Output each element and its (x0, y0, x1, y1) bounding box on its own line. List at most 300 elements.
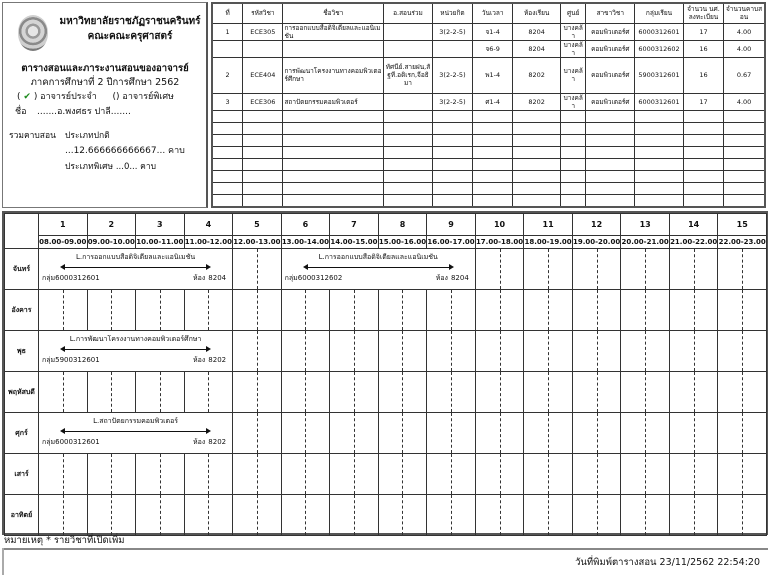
class-session-block[interactable] (281, 249, 475, 290)
col-header-name: ชื่อวิชา (283, 3, 384, 23)
credits: 3(2-2-5) (432, 23, 472, 40)
period-number: 8 (378, 214, 427, 236)
empty-hour-cell[interactable] (669, 495, 718, 536)
room-number: 8202 (208, 356, 227, 364)
empty-cell (212, 171, 243, 183)
empty-cell (635, 159, 684, 171)
empty-cell (473, 195, 513, 207)
class-session-block[interactable] (39, 413, 233, 454)
co-teacher (384, 93, 433, 110)
period-number: 3 (136, 214, 185, 236)
room-label: ห้อง (193, 274, 206, 282)
empty-cell (212, 122, 243, 134)
empty-hour-cell[interactable] (378, 413, 427, 454)
empty-course-row (212, 135, 765, 147)
empty-hour-cell[interactable] (572, 249, 621, 290)
empty-hour-cell[interactable] (621, 372, 670, 413)
empty-hour-cell[interactable] (87, 290, 136, 331)
col-header-co-teacher: อ.สอนร่วม (384, 3, 433, 23)
empty-hour-cell[interactable] (524, 331, 573, 372)
empty-hour-cell[interactable] (669, 331, 718, 372)
empty-cell (283, 183, 384, 195)
major: คอมพิวเตอร์ศ (586, 93, 635, 110)
empty-cell (513, 122, 561, 134)
class-session-block[interactable] (39, 249, 233, 290)
empty-hour-cell[interactable] (281, 413, 330, 454)
period-time: 17.00-18.00 (475, 236, 524, 249)
paren-open: ( (17, 92, 21, 102)
session-group: กลุ่ม6000312601 (42, 438, 100, 446)
empty-hour-cell[interactable] (233, 249, 282, 290)
normal-periods-value: ...12.666666666667... คาบ (65, 146, 185, 156)
empty-hour-cell[interactable] (281, 495, 330, 536)
empty-hour-cell[interactable] (669, 454, 718, 495)
day-row (5, 495, 767, 536)
co-teacher (384, 40, 433, 57)
empty-cell (586, 183, 635, 195)
empty-hour-cell[interactable] (718, 249, 767, 290)
period-time: 14.00-15.00 (330, 236, 379, 249)
credits (432, 40, 472, 57)
empty-cell (561, 147, 586, 159)
empty-hour-cell[interactable] (39, 454, 88, 495)
corner-cell (5, 214, 39, 249)
empty-cell (473, 183, 513, 195)
empty-cell (513, 110, 561, 122)
empty-course-row (212, 171, 765, 183)
empty-cell (635, 110, 684, 122)
weekly-schedule (2, 211, 768, 535)
period-time: 20.00-21.00 (621, 236, 670, 249)
empty-cell (561, 122, 586, 134)
course-row (212, 93, 765, 110)
co-teacher (384, 23, 433, 40)
empty-cell (561, 195, 586, 207)
empty-hour-cell[interactable] (233, 454, 282, 495)
empty-cell (635, 122, 684, 134)
empty-cell (635, 171, 684, 183)
room-label: ห้อง (435, 274, 448, 282)
empty-cell (473, 171, 513, 183)
empty-hour-cell[interactable] (718, 331, 767, 372)
special-periods-value: ประเภทพิเศษ ...0... คาบ (65, 162, 157, 172)
empty-cell (635, 183, 684, 195)
empty-hour-cell[interactable] (572, 495, 621, 536)
period-time: 09.00-10.00 (87, 236, 136, 249)
day-label: เสาร์ (5, 454, 39, 495)
empty-hour-cell[interactable] (378, 495, 427, 536)
empty-cell (243, 147, 283, 159)
empty-cell (212, 110, 243, 122)
period-number: 12 (572, 214, 621, 236)
course-code: ECE305 (243, 23, 283, 40)
period-number: 7 (330, 214, 379, 236)
period-time-row (5, 236, 767, 249)
row-no: 2 (212, 57, 243, 93)
empty-cell (513, 171, 561, 183)
empty-hour-cell[interactable] (184, 495, 233, 536)
student-count: 16 (683, 57, 723, 93)
empty-cell (561, 159, 586, 171)
session-course-title: L.การออกแบบสื่อดิจิเตียลและแอนิเมชัน (75, 253, 196, 261)
major: คอมพิวเตอร์ศ (586, 40, 635, 57)
empty-course-row (212, 159, 765, 171)
empty-cell (724, 147, 765, 159)
course-table (211, 2, 766, 208)
period-time: 19.00-20.00 (572, 236, 621, 249)
empty-hour-cell[interactable] (475, 372, 524, 413)
empty-cell (561, 110, 586, 122)
empty-hour-cell[interactable] (87, 495, 136, 536)
empty-hour-cell[interactable] (378, 290, 427, 331)
empty-cell (513, 195, 561, 207)
course-name (283, 40, 384, 57)
course-name: สถาปัตยกรรมคอมพิวเตอร์ (283, 93, 384, 110)
room: 8202 (513, 57, 561, 93)
empty-hour-cell[interactable] (39, 495, 88, 536)
empty-cell (384, 195, 433, 207)
empty-hour-cell[interactable] (475, 331, 524, 372)
schedule-grid (4, 213, 767, 536)
empty-cell (384, 159, 433, 171)
empty-hour-cell[interactable] (39, 372, 88, 413)
empty-cell (473, 135, 513, 147)
empty-cell (724, 122, 765, 134)
empty-cell (561, 171, 586, 183)
time-span-arrow-icon (64, 349, 207, 350)
period-number: 14 (669, 214, 718, 236)
empty-hour-cell[interactable] (475, 249, 524, 290)
empty-hour-cell[interactable] (475, 495, 524, 536)
empty-hour-cell[interactable] (669, 413, 718, 454)
session-room (149, 356, 226, 365)
col-header-time: วันเวลา (473, 3, 513, 23)
room: 8204 (513, 23, 561, 40)
empty-hour-cell[interactable] (330, 290, 379, 331)
day-row (5, 413, 767, 454)
day-row (5, 290, 767, 331)
empty-cell (243, 171, 283, 183)
empty-hour-cell[interactable] (427, 290, 476, 331)
center: บางคล้า (561, 93, 586, 110)
group: 6000312601 (635, 93, 684, 110)
empty-cell (384, 147, 433, 159)
empty-hour-cell[interactable] (378, 331, 427, 372)
empty-hour-cell[interactable] (718, 454, 767, 495)
empty-hour-cell[interactable] (184, 290, 233, 331)
period-count: 0.67 (724, 57, 765, 93)
empty-cell (635, 135, 684, 147)
empty-hour-cell[interactable] (718, 290, 767, 331)
room-number: 8202 (208, 438, 227, 446)
period-time: 16.00-17.00 (427, 236, 476, 249)
empty-hour-cell[interactable] (233, 290, 282, 331)
empty-cell (561, 135, 586, 147)
empty-hour-cell[interactable] (330, 331, 379, 372)
period-time: 21.00-22.00 (669, 236, 718, 249)
empty-cell (212, 147, 243, 159)
row-no (212, 40, 243, 57)
empty-hour-cell[interactable] (475, 413, 524, 454)
empty-hour-cell[interactable] (136, 495, 185, 536)
empty-hour-cell[interactable] (330, 495, 379, 536)
period-number: 5 (233, 214, 282, 236)
empty-cell (724, 159, 765, 171)
empty-cell (683, 171, 723, 183)
empty-hour-cell[interactable] (184, 454, 233, 495)
empty-hour-cell[interactable] (427, 495, 476, 536)
empty-hour-cell[interactable] (621, 413, 670, 454)
session-room (149, 438, 226, 447)
empty-hour-cell[interactable] (427, 331, 476, 372)
empty-hour-cell[interactable] (281, 454, 330, 495)
empty-hour-cell[interactable] (524, 249, 573, 290)
empty-hour-cell[interactable] (281, 331, 330, 372)
empty-hour-cell[interactable] (718, 495, 767, 536)
course-name: การออกแบบสื่อดิจิเตียลและแอนิเมชัน (283, 23, 384, 40)
empty-cell (243, 183, 283, 195)
row-no: 1 (212, 23, 243, 40)
day-time: จ1-4 (473, 23, 513, 40)
empty-hour-cell[interactable] (233, 413, 282, 454)
session-group: กลุ่ม5900312601 (42, 356, 100, 364)
empty-hour-cell[interactable] (281, 372, 330, 413)
empty-cell (432, 135, 472, 147)
empty-hour-cell[interactable] (184, 372, 233, 413)
empty-cell (724, 110, 765, 122)
empty-cell (683, 110, 723, 122)
empty-hour-cell[interactable] (572, 413, 621, 454)
empty-hour-cell[interactable] (330, 413, 379, 454)
student-count: 17 (683, 93, 723, 110)
period-number: 11 (524, 214, 573, 236)
empty-cell (683, 147, 723, 159)
room-label: ห้อง (193, 356, 206, 364)
period-time: 12.00-13.00 (233, 236, 282, 249)
group: 5900312601 (635, 57, 684, 93)
empty-hour-cell[interactable] (87, 454, 136, 495)
teacher-name-value: .......อ.พงศธร ปาลี....... (37, 107, 131, 117)
empty-cell (283, 171, 384, 183)
session-course-title: L.การออกแบบสื่อดิจิเตียลและแอนิเมชัน (318, 253, 438, 261)
empty-cell (586, 171, 635, 183)
empty-cell (283, 147, 384, 159)
student-count: 16 (683, 40, 723, 57)
empty-hour-cell[interactable] (621, 331, 670, 372)
day-label: อังคาร (5, 290, 39, 331)
empty-cell (432, 147, 472, 159)
empty-cell (384, 110, 433, 122)
empty-hour-cell[interactable] (281, 290, 330, 331)
empty-hour-cell[interactable] (39, 290, 88, 331)
empty-cell (586, 159, 635, 171)
session-room (392, 274, 469, 283)
empty-cell (473, 110, 513, 122)
teacher-name-label: ชื่อ (15, 107, 27, 117)
day-time: จ6-9 (473, 40, 513, 57)
empty-hour-cell[interactable] (233, 372, 282, 413)
teacher-type-regular: ) อาจารย์ประจำ (33, 92, 97, 102)
day-time: พ1-4 (473, 57, 513, 93)
teacher-type-special: () อาจารย์พิเศษ (112, 92, 174, 102)
empty-hour-cell[interactable] (330, 372, 379, 413)
divider (2, 548, 768, 550)
empty-hour-cell[interactable] (378, 372, 427, 413)
document-title: ตารางสอนและภาระงานสอนของอาจารย์ (21, 63, 189, 74)
empty-hour-cell[interactable] (524, 413, 573, 454)
empty-cell (513, 135, 561, 147)
period-count: 4.00 (724, 93, 765, 110)
credits: 3(2-2-5) (432, 57, 472, 93)
col-header-students: จำนวน นศ. ลงทะเบียน (683, 3, 723, 23)
center: บางคล้า (561, 23, 586, 40)
period-number: 4 (184, 214, 233, 236)
empty-cell (561, 183, 586, 195)
empty-hour-cell[interactable] (233, 331, 282, 372)
session-course-title: L.สถาปัตยกรรมคอมพิวเตอร์ (93, 417, 179, 425)
empty-cell (243, 135, 283, 147)
period-number: 10 (475, 214, 524, 236)
empty-cell (283, 159, 384, 171)
credits: 3(2-2-5) (432, 93, 472, 110)
period-time: 08.00-09.00 (39, 236, 88, 249)
empty-hour-cell[interactable] (524, 454, 573, 495)
print-date: วันที่พิมพ์ตารางสอน 23/11/2562 22:54:20 (575, 557, 760, 568)
day-row (5, 249, 767, 290)
empty-hour-cell[interactable] (475, 454, 524, 495)
empty-cell (513, 147, 561, 159)
empty-hour-cell[interactable] (718, 413, 767, 454)
empty-hour-cell[interactable] (572, 454, 621, 495)
time-span-arrow-icon (64, 431, 207, 432)
empty-cell (283, 135, 384, 147)
empty-hour-cell[interactable] (572, 290, 621, 331)
empty-hour-cell[interactable] (136, 454, 185, 495)
empty-cell (432, 183, 472, 195)
period-count: 4.00 (724, 23, 765, 40)
empty-hour-cell[interactable] (621, 495, 670, 536)
empty-hour-cell[interactable] (330, 454, 379, 495)
empty-hour-cell[interactable] (475, 290, 524, 331)
col-header-room: ห้องเรียน (513, 3, 561, 23)
room-number: 8204 (208, 274, 227, 282)
empty-hour-cell[interactable] (427, 413, 476, 454)
empty-cell (212, 183, 243, 195)
divider (2, 548, 4, 575)
class-session-block[interactable] (39, 331, 233, 372)
period-count: 4.00 (724, 40, 765, 57)
empty-hour-cell[interactable] (87, 372, 136, 413)
empty-cell (586, 122, 635, 134)
empty-hour-cell[interactable] (669, 372, 718, 413)
period-number-row (5, 214, 767, 236)
empty-cell (586, 147, 635, 159)
empty-cell (432, 122, 472, 134)
group: 6000312601 (635, 23, 684, 40)
empty-cell (513, 183, 561, 195)
empty-cell (683, 195, 723, 207)
empty-hour-cell[interactable] (524, 372, 573, 413)
student-count: 17 (683, 23, 723, 40)
col-header-credits: หน่วยกิต (432, 3, 472, 23)
period-time: 15.00-16.00 (378, 236, 427, 249)
empty-cell (724, 195, 765, 207)
empty-hour-cell[interactable] (718, 372, 767, 413)
empty-cell (432, 110, 472, 122)
period-number: 15 (718, 214, 767, 236)
col-header-group: กลุ่มเรียน (635, 3, 684, 23)
period-time: 10.00-11.00 (136, 236, 185, 249)
major: คอมพิวเตอร์ศ (586, 23, 635, 40)
empty-cell (432, 195, 472, 207)
col-header-no: ที่ (212, 3, 243, 23)
empty-hour-cell[interactable] (378, 454, 427, 495)
room: 8204 (513, 40, 561, 57)
period-number: 1 (39, 214, 88, 236)
empty-hour-cell[interactable] (669, 249, 718, 290)
empty-cell (635, 195, 684, 207)
empty-hour-cell[interactable] (572, 372, 621, 413)
empty-hour-cell[interactable] (621, 249, 670, 290)
period-number: 13 (621, 214, 670, 236)
faculty-name: คณะคณะครุศาสตร์ (87, 31, 173, 42)
empty-cell (384, 122, 433, 134)
empty-cell (212, 159, 243, 171)
check-icon: ✔ (23, 92, 31, 102)
empty-hour-cell[interactable] (524, 495, 573, 536)
empty-hour-cell[interactable] (621, 290, 670, 331)
empty-hour-cell[interactable] (572, 331, 621, 372)
empty-hour-cell[interactable] (524, 290, 573, 331)
day-row (5, 454, 767, 495)
remark-note: หมายเหตุ * รายวิชาที่เปิดเพิ่ม (4, 535, 125, 546)
empty-cell (724, 171, 765, 183)
empty-hour-cell[interactable] (136, 290, 185, 331)
session-room (149, 274, 226, 283)
time-span-arrow-icon (307, 267, 450, 268)
empty-cell (384, 171, 433, 183)
course-row (212, 23, 765, 40)
course-code: ECE404 (243, 57, 283, 93)
empty-hour-cell[interactable] (669, 290, 718, 331)
empty-cell (283, 195, 384, 207)
period-number: 2 (87, 214, 136, 236)
empty-hour-cell[interactable] (621, 454, 670, 495)
empty-hour-cell[interactable] (427, 372, 476, 413)
empty-cell (473, 122, 513, 134)
empty-cell (243, 159, 283, 171)
empty-cell (212, 195, 243, 207)
empty-cell (473, 159, 513, 171)
empty-cell (283, 122, 384, 134)
empty-cell (243, 122, 283, 134)
university-seal-logo (18, 15, 48, 51)
empty-cell (513, 159, 561, 171)
empty-cell (635, 147, 684, 159)
empty-cell (432, 159, 472, 171)
empty-hour-cell[interactable] (136, 372, 185, 413)
empty-cell (283, 110, 384, 122)
day-time: ศ1-4 (473, 93, 513, 110)
session-group: กลุ่ม6000312602 (284, 274, 343, 282)
period-time: 18.00-19.00 (524, 236, 573, 249)
empty-hour-cell[interactable] (233, 495, 282, 536)
col-header-center: ศูนย์ (561, 3, 586, 23)
day-row (5, 372, 767, 413)
teacher-type (17, 89, 174, 103)
empty-course-row (212, 183, 765, 195)
empty-hour-cell[interactable] (427, 454, 476, 495)
